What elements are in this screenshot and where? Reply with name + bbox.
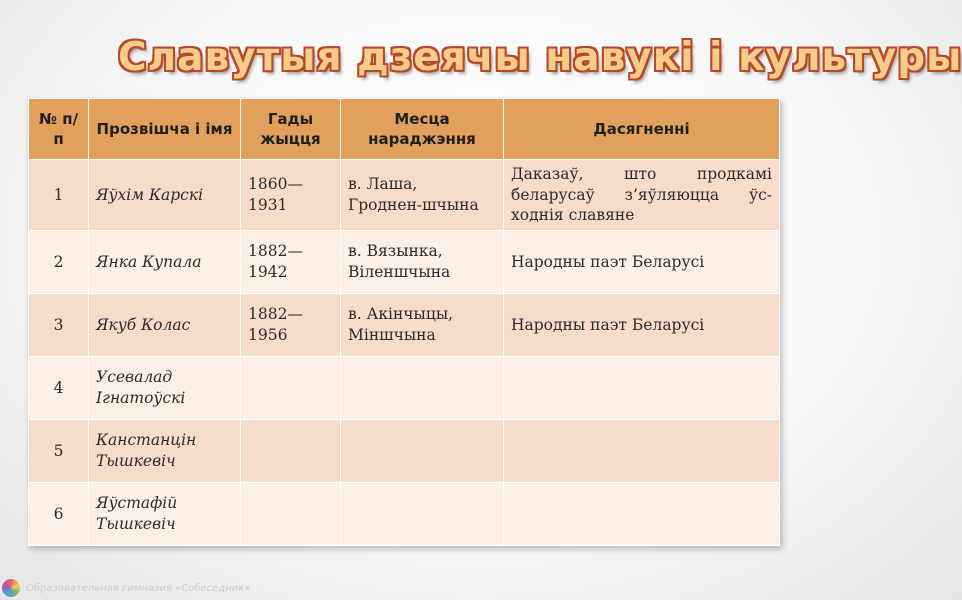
table-row [29,160,780,231]
life-years: 1882—1942 [241,231,341,294]
table-header-row [29,99,780,160]
table-row [29,294,780,357]
row-number: 5 [29,420,89,483]
footer-text: Образовательная гимназия «Собеседник» [26,582,251,594]
header-name: Прозвішча і імя [89,99,241,160]
person-name: Яўхім Карскі [89,160,241,231]
achievement: Народны паэт Беларусі [504,294,780,357]
person-name: Канстанцін Тышкевіч [89,420,241,483]
life-years [241,483,341,546]
slide-title: Славутыя дзеячы навукі і культуры [118,35,962,80]
life-years: 1882—1956 [241,294,341,357]
header-years: Гады жыцця [241,99,341,160]
school-logo-icon [2,579,20,597]
life-years: 1860—1931 [241,160,341,231]
life-years [241,420,341,483]
birthplace: в. Акінчыцы, Міншчына [341,294,504,357]
header-birthplace: Месца нараджэння [341,99,504,160]
person-name: Усевалад Ігнатоўскі [89,357,241,420]
life-years [241,357,341,420]
achievement [504,483,780,546]
header-achievement: Дасягненні [504,99,780,160]
achievement [504,357,780,420]
achievement: Даказаў, што продкамі беларусаў з’яўляюцца ўс-ходнія славяне [504,160,780,231]
birthplace [341,420,504,483]
person-name: Якуб Колас [89,294,241,357]
table-row [29,357,780,420]
table-row [29,483,780,546]
figures-table [28,98,780,546]
row-number: 3 [29,294,89,357]
achievement: Народны паэт Беларусі [504,231,780,294]
birthplace [341,483,504,546]
row-number: 6 [29,483,89,546]
row-number: 2 [29,231,89,294]
person-name: Янка Купала [89,231,241,294]
row-number: 4 [29,357,89,420]
header-number: № п/п [29,99,89,160]
table-row [29,231,780,294]
achievement [504,420,780,483]
birthplace [341,357,504,420]
footer [2,578,250,598]
birthplace: в. Вязынка, Віленшчына [341,231,504,294]
person-name: Яўстафій Тышкевіч [89,483,241,546]
row-number: 1 [29,160,89,231]
birthplace: в. Лаша, Гроднен-шчына [341,160,504,231]
table-row [29,420,780,483]
